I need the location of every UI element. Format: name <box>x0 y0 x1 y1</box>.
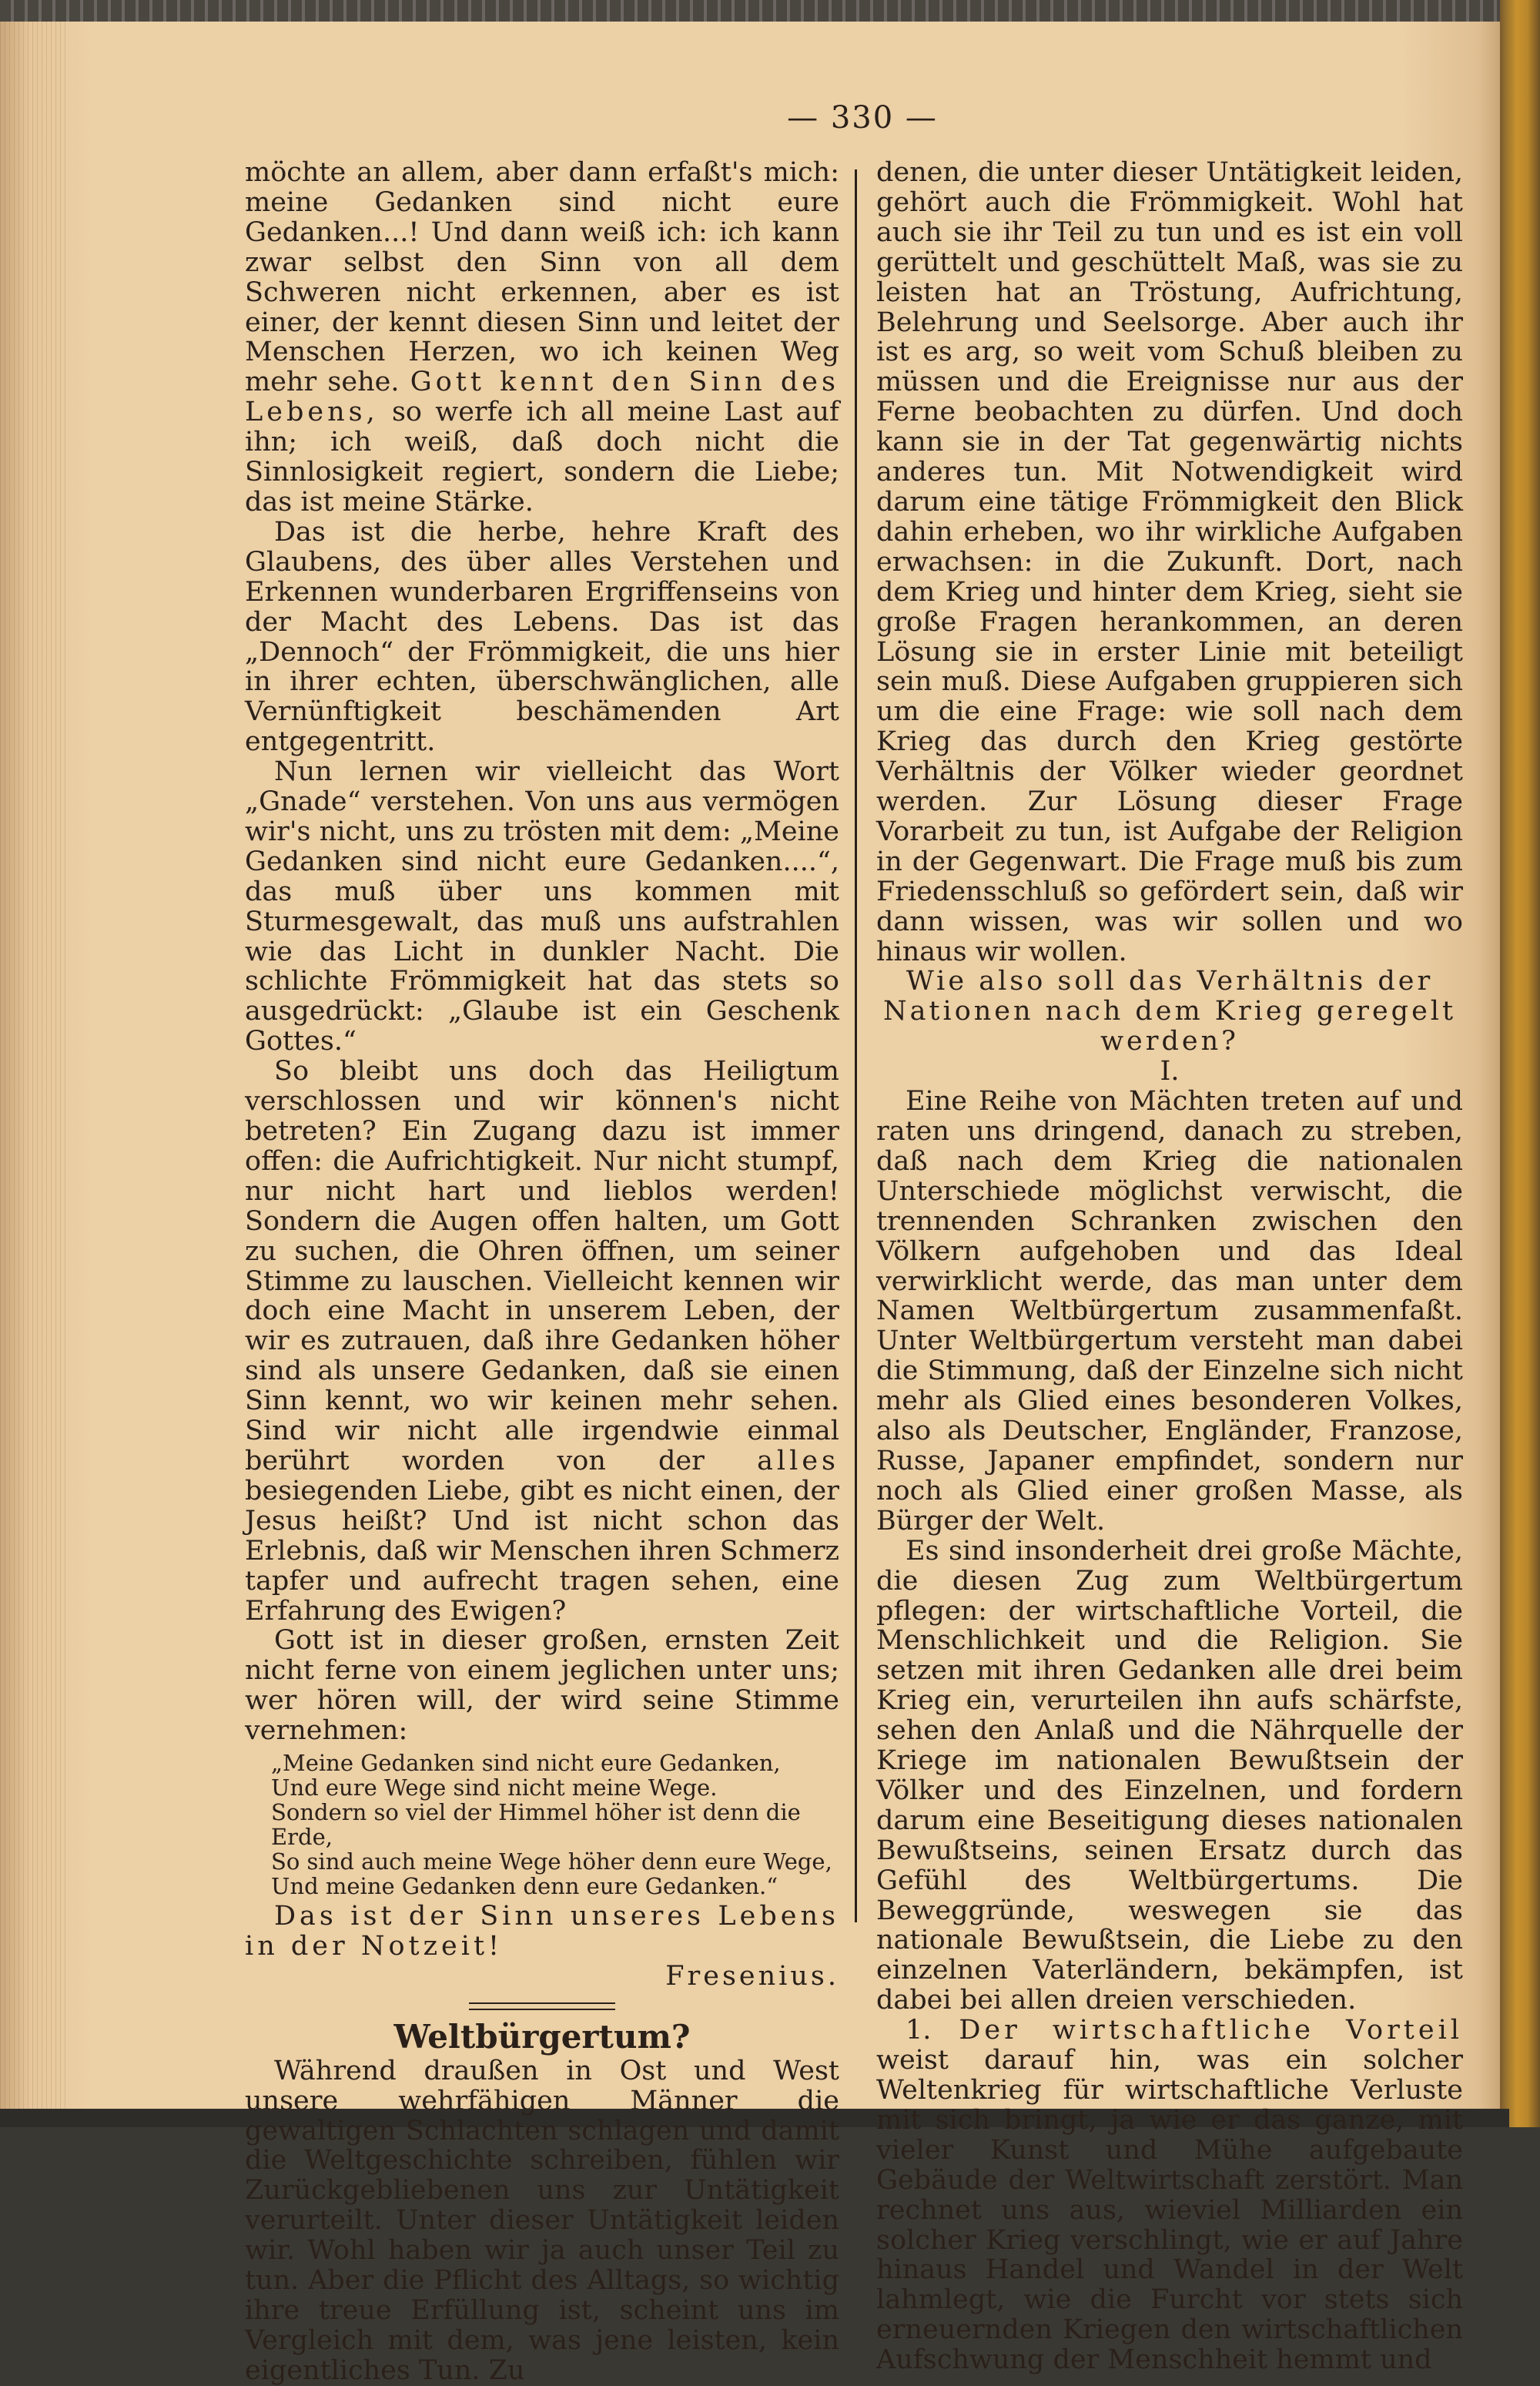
section-divider <box>469 2002 615 2010</box>
quote-line: Und eure Wege sind nicht meine Wege. <box>271 1774 718 1801</box>
page-edge-left <box>0 22 69 2110</box>
paragraph: möchte an allem, aber dann erfaßt's mich: meine Gedanken sind nicht eure Gedanken...! Und dann weiß ich: ich kann zwar selbst den Sinn von all dem Schweren nicht erkennen, aber es ist einer, der kennt diesen Sinn und leitet der Menschen Herzen, wo ich keinen Weg mehr sehe. Gott kennt den Sinn des Lebens, so werfe ich all meine Last auf ihn; ich weiß, daß doch nicht die Sinnlosigkeit regiert, sondern die Liebe; das ist meine Stärke. <box>245 157 839 518</box>
paragraph: Gott ist in dieser großen, ernsten Zeit nicht ferne von einem jeglichen unter uns; wer hören will, der wird seine Stimme vernehmen: <box>245 1625 839 1747</box>
paragraph: Eine Reihe von Mächten treten auf und raten uns dringend, danach zu streben, daß nach dem Krieg die nationalen Unterschiede möglichst verwischt, die trennenden Schranken zwischen den Völkern aufgehoben und das Ideal verwirklicht werde, das man unter dem Namen Weltbürgertum zusammenfaßt. Unter Weltbürgertum versteht man dabei die Stimmung, daß der Einzelne sich nicht mehr als Glied eines besonderen Volkes, also als Deutscher, Engländer, Franzose, Russe, Japaner empfindet, sondern nur noch als Glied einer großen Masse, als Bürger der Welt. <box>876 1086 1463 1536</box>
section-question: Wie also soll das Verhältnis der Nationen nach dem Krieg geregelt werden? <box>882 966 1457 1057</box>
article-heading: Weltbürgertum? <box>393 2017 691 2056</box>
paragraph: So bleibt uns doch das Heiligtum verschlossen und wir können's nicht betreten? Ein Zugang dazu ist immer offen: die Aufrichtigkeit. Nur nicht stumpf, nur nicht hart und lieblos werden! Sondern die Augen offen halten, um Gott zu suchen, die Ohren öffnen, um seiner Stimme zu lauschen. Vielleicht kennen wir doch eine Macht in unserem Leben, der wir es zutrauen, daß ihre Gedanken höher sind als unsere Gedanken, daß sie einen Sinn kennt, wo wir keinen mehr sehen. Sind wir nicht alle irgendwie einmal berührt worden von der alles besiegenden Liebe, gibt es nicht einen, der Jesus heißt? Und ist nicht schon das Erlebnis, daß wir Menschen ihren Schmerz tapfer und aufrecht tragen sehen, eine Erfahrung des Ewigen? <box>245 1056 839 1627</box>
paragraph: 1. Der wirtschaftliche Vorteil weist darauf hin, was ein solcher Weltenkrieg für wirtschaftliche Verluste mit sich bringt, ja wie er das ganze, mit vieler Kunst und Mühe aufgebaute Gebäude der Weltwirtschaft zerstört. Man rechnet uns aus, wieviel Milliarden ein solcher Krieg verschlingt, wie er auf Jahre hinaus Handel und Wandel in der Welt lahmlegt, wie die Furcht vor stets sich erneuernden Kriegen den wirtschaftlichen Aufschwung der Menschheit hemmt und <box>876 2015 1463 2376</box>
left-column <box>245 158 839 2386</box>
page-number: — 330 — <box>787 100 938 136</box>
paragraph: denen, die unter dieser Untätigkeit leiden, gehört auch die Frömmigkeit. Wohl hat auch sie ihr Teil zu tun und es ist ein voll gerüttelt und geschüttelt Maß, was sie zu leisten hat an Tröstung, Aufrichtung, Belehrung und Seelsorge. Aber auch ihr ist es arg, so weit vom Schuß bleiben zu müssen und die Ereignisse nur aus der Ferne beobachten zu dürfen. Und doch kann sie in der Tat gegenwärtig nichts anderes tun. Mit Notwendigkeit wird darum eine tätige Frömmigkeit den Blick dahin erheben, wo ihr wirkliche Aufgaben erwachsen: in die Zukunft. Dort, nach dem Krieg und hinter dem Krieg, sieht sie große Fragen herankommen, an deren Lösung sie in erster Linie mit beteiligt sein muß. Diese Aufgaben gruppieren sich um die eine Frage: wie soll nach dem Krieg das durch den Krieg gestörte Verhältnis der Völker wieder geordnet werden. Zur Lösung dieser Frage Vorarbeit zu tun, ist Aufgabe der Religion in der Gegenwart. Die Frage muß bis zum Friedensschluß so gefördert sein, daß wir dann wissen, was wir sollen und wo hinaus wir wollen. <box>876 157 1463 967</box>
quote-line: Und meine Gedanken denn eure Gedanken.“ <box>271 1873 778 1900</box>
paragraph: Es sind insonderheit drei große Mächte, die diesen Zug zum Weltbürgertum pflegen: der wirtschaftliche Vorteil, die Menschlichkeit und die Religion. Sie setzen mit ihren Gedanken alle drei beim Krieg ein, verurteilen ihn aufs schärfste, sehen den Anlaß und die Nährquelle der Kriege im nationalen Bewußtsein der Völker und des Einzelnen, und fordern darum eine Beseitigung dieses nationalen Bewußtseins, seinen Ersatz durch das Gefühl des Weltbürgertums. Die Beweggründe, weswegen sie das nationale Bewußtsein, die Liebe zu den einzelnen Vaterländern, bekämpfen, ist dabei bei allen dreien verschieden. <box>876 1535 1463 2016</box>
bible-quote <box>271 1751 839 1898</box>
quote-line: So sind auch meine Wege höher denn eure Wege, <box>271 1848 832 1875</box>
right-column <box>876 158 1463 2375</box>
closing-sentence: Das ist der Sinn unseres Lebens in der Notzeit! <box>245 1901 839 1962</box>
column-rule <box>855 169 857 1922</box>
book-spine <box>1500 0 1540 2127</box>
paragraph: Das ist die herbe, hehre Kraft des Glaubens, des über alles Verstehen und Erkennen wunderbaren Ergriffenseins von der Macht des Lebens. Das ist das „Dennoch“ der Frömmigkeit, die uns hier in ihrer echten, überschwänglichen, alle Vernünftigkeit beschämenden Art entgegentritt. <box>245 516 839 758</box>
paragraph: Nun lernen wir vielleicht das Wort „Gnade“ verstehen. Von uns aus vermögen wir's nicht, uns zu trösten mit dem: „Meine Gedanken sind nicht eure Gedanken....“, das muß über uns kommen mit Sturmesgewalt, das muß uns aufstrahlen wie das Licht in dunkler Nacht. Die schlichte Frömmigkeit hat das stets so ausgedrückt: „Glaube ist ein Geschenk Gottes.“ <box>245 756 839 1057</box>
quote-line: „Meine Gedanken sind nicht eure Gedanken, <box>271 1750 781 1777</box>
section-numeral: I. <box>1160 1056 1180 1087</box>
paragraph: Während draußen in Ost und West unsere wehrfähigen Männer die gewaltigen Schlachten schlagen und damit die Weltgeschichte schreiben, fühlen wir Zurückgebliebenen uns zur Untätigkeit verurteilt. Unter dieser Untätigkeit leiden wir. Wohl haben wir ja auch unser Teil zu tun. Aber die Pflicht des Alltags, so wichtig ihre treue Erfüllung ist, scheint uns im Vergleich mit dem, was jene leisten, kein eigentliches Tun. Zu <box>245 2055 839 2386</box>
author-signature: Fresenius. <box>665 1960 839 1992</box>
quote-line: Sondern so viel der Himmel höher ist denn die Erde, <box>271 1799 801 1851</box>
